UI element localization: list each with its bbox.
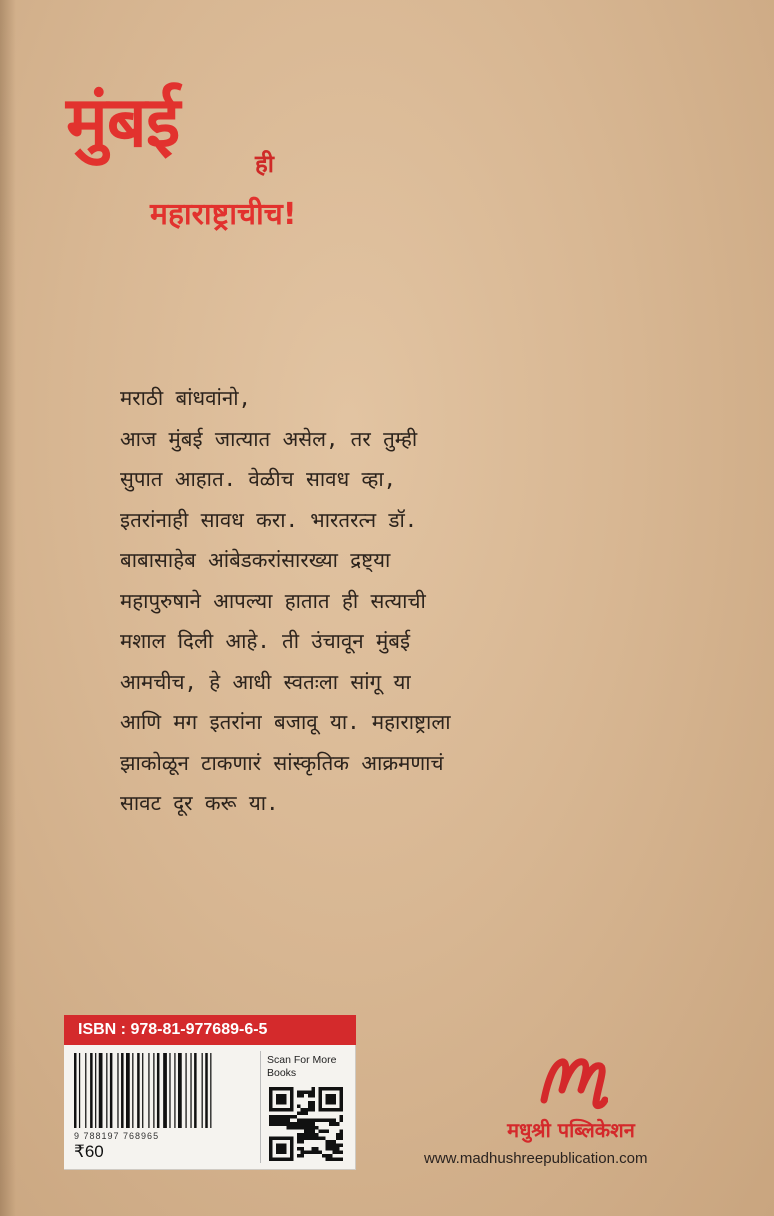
qr-module <box>304 1122 308 1126</box>
qr-module <box>332 1140 336 1144</box>
qr-module <box>273 1115 277 1119</box>
qr-module <box>280 1150 284 1154</box>
qr-module <box>318 1108 322 1112</box>
blurb-line: सावट दूर करू या. <box>120 791 279 815</box>
qr-module <box>308 1091 312 1095</box>
qr-module <box>276 1143 280 1147</box>
qr-module <box>283 1147 287 1151</box>
qr-module <box>290 1101 294 1105</box>
qr-module <box>269 1154 273 1158</box>
qr-module <box>280 1122 284 1126</box>
title-particle: ही <box>255 150 274 178</box>
qr-module <box>329 1143 333 1147</box>
qr-module <box>329 1098 333 1102</box>
qr-module <box>269 1101 273 1105</box>
qr-module <box>325 1094 329 1098</box>
barcode-sticker <box>64 1045 356 1170</box>
barcode-bar <box>137 1053 140 1128</box>
qr-module <box>329 1140 333 1144</box>
qr-module <box>336 1157 340 1161</box>
qr-module <box>290 1115 294 1119</box>
qr-module <box>280 1098 284 1102</box>
qr-module <box>311 1122 315 1126</box>
qr-module <box>339 1136 343 1140</box>
qr-module <box>311 1105 315 1109</box>
barcode-bar <box>99 1053 103 1128</box>
qr-module <box>301 1126 305 1130</box>
qr-module <box>329 1157 333 1161</box>
qr-module <box>329 1154 333 1158</box>
qr-module <box>297 1133 301 1137</box>
qr-module <box>301 1091 305 1095</box>
qr-module <box>280 1115 284 1119</box>
barcode-bar <box>174 1053 175 1128</box>
qr-module <box>276 1122 280 1126</box>
blurb-line: सुपात आहात. वेळीच सावध व्हा, <box>120 467 396 491</box>
qr-module <box>311 1119 315 1123</box>
qr-module <box>283 1157 287 1161</box>
barcode-bar <box>110 1053 113 1128</box>
qr-module <box>315 1119 319 1123</box>
qr-module <box>329 1147 333 1151</box>
qr-module <box>304 1136 308 1140</box>
qr-module <box>269 1143 273 1147</box>
qr-module <box>290 1098 294 1102</box>
qr-module <box>325 1147 329 1151</box>
qr-module <box>280 1136 284 1140</box>
qr-module <box>332 1098 336 1102</box>
qr-module <box>280 1101 284 1105</box>
qr-module <box>290 1122 294 1126</box>
qr-module <box>287 1157 291 1161</box>
barcode-bar <box>85 1053 86 1128</box>
barcode-bar <box>163 1053 167 1128</box>
qr-module <box>311 1126 315 1130</box>
qr-module <box>269 1094 273 1098</box>
qr-module <box>318 1150 322 1154</box>
qr-module <box>287 1087 291 1091</box>
qr-module <box>336 1136 340 1140</box>
scan-for-more-books-label: Scan For More Books <box>267 1054 337 1079</box>
book-spine-shadow <box>0 0 16 1216</box>
sticker-divider <box>260 1051 261 1163</box>
blurb-line: मराठी बांधवांनो, <box>120 386 251 410</box>
qr-module <box>332 1147 336 1151</box>
qr-module <box>332 1108 336 1112</box>
qr-module <box>283 1122 287 1126</box>
blurb-line: आमचीच, हे आधी स्वतःला सांगू या <box>120 669 411 694</box>
qr-module <box>290 1091 294 1095</box>
qr-module <box>301 1094 305 1098</box>
qr-module <box>269 1140 273 1144</box>
qr-module <box>276 1150 280 1154</box>
qr-module <box>301 1154 305 1158</box>
qr-module <box>339 1105 343 1109</box>
qr-module <box>308 1136 312 1140</box>
qr-code-icon <box>269 1087 343 1161</box>
qr-module <box>318 1098 322 1102</box>
title-main: मुंबई <box>66 81 180 163</box>
qr-module <box>332 1122 336 1126</box>
qr-module <box>290 1126 294 1130</box>
qr-module <box>301 1147 305 1151</box>
qr-module <box>290 1087 294 1091</box>
back-cover-blurb <box>120 378 600 824</box>
qr-module <box>311 1101 315 1105</box>
qr-module <box>311 1150 315 1154</box>
qr-module <box>301 1108 305 1112</box>
qr-module <box>273 1122 277 1126</box>
qr-module <box>308 1126 312 1130</box>
qr-module <box>318 1136 322 1140</box>
qr-module <box>325 1140 329 1144</box>
qr-module <box>269 1108 273 1112</box>
barcode-bar <box>142 1053 143 1128</box>
qr-module <box>283 1150 287 1154</box>
qr-module <box>332 1157 336 1161</box>
qr-module <box>318 1087 322 1091</box>
qr-module <box>269 1091 273 1095</box>
qr-module <box>325 1154 329 1158</box>
qr-module <box>280 1087 284 1091</box>
qr-module <box>276 1119 280 1123</box>
qr-module <box>283 1108 287 1112</box>
qr-module <box>283 1101 287 1105</box>
barcode-bar <box>178 1053 182 1128</box>
qr-module <box>315 1133 319 1137</box>
qr-module <box>304 1133 308 1137</box>
qr-module <box>315 1136 319 1140</box>
qr-module <box>297 1122 301 1126</box>
publisher-logo-icon <box>538 1050 608 1112</box>
qr-module <box>308 1129 312 1133</box>
title-subtitle: महाराष्ट्राचीच! <box>150 197 297 232</box>
qr-module <box>297 1094 301 1098</box>
qr-module <box>325 1087 329 1091</box>
qr-module <box>297 1112 301 1116</box>
qr-module <box>311 1136 315 1140</box>
barcode-bar <box>95 1053 96 1128</box>
qr-module <box>283 1115 287 1119</box>
qr-module <box>276 1101 280 1105</box>
qr-module <box>301 1122 305 1126</box>
qr-module <box>283 1136 287 1140</box>
qr-module <box>290 1105 294 1109</box>
qr-module <box>318 1094 322 1098</box>
qr-module <box>318 1091 322 1095</box>
qr-module <box>269 1147 273 1151</box>
qr-module <box>339 1108 343 1112</box>
qr-module <box>276 1147 280 1151</box>
blurb-line: बाबासाहेब आंबेडकरांसारख्या द्रष्ट्या <box>120 548 391 572</box>
qr-module <box>294 1115 298 1119</box>
qr-module <box>311 1091 315 1095</box>
qr-module <box>280 1147 284 1151</box>
qr-module <box>311 1094 315 1098</box>
qr-module <box>336 1143 340 1147</box>
qr-module <box>290 1147 294 1151</box>
qr-module <box>280 1119 284 1123</box>
qr-module <box>269 1122 273 1126</box>
qr-module <box>336 1133 340 1137</box>
qr-module <box>290 1157 294 1161</box>
barcode-bar <box>90 1053 93 1128</box>
qr-module <box>290 1094 294 1098</box>
qr-module <box>269 1115 273 1119</box>
qr-module <box>269 1157 273 1161</box>
qr-module <box>339 1157 343 1161</box>
qr-module <box>297 1136 301 1140</box>
qr-module <box>322 1154 326 1158</box>
qr-module <box>273 1108 277 1112</box>
qr-module <box>339 1143 343 1147</box>
qr-module <box>329 1094 333 1098</box>
barcode-icon <box>72 1053 257 1128</box>
qr-module <box>329 1108 333 1112</box>
qr-module <box>280 1108 284 1112</box>
qr-module <box>339 1098 343 1102</box>
qr-module <box>273 1136 277 1140</box>
qr-module <box>315 1150 319 1154</box>
qr-module <box>322 1119 326 1123</box>
qr-module <box>322 1136 326 1140</box>
qr-module <box>336 1122 340 1126</box>
qr-module <box>325 1129 329 1133</box>
qr-module <box>336 1147 340 1151</box>
qr-module <box>273 1119 277 1123</box>
qr-module <box>308 1122 312 1126</box>
qr-module <box>332 1119 336 1123</box>
qr-module <box>304 1150 308 1154</box>
barcode-bar <box>132 1053 133 1128</box>
barcode-bar <box>148 1053 149 1128</box>
qr-module <box>287 1126 291 1130</box>
barcode-bar <box>210 1053 211 1128</box>
qr-module <box>325 1143 329 1147</box>
qr-module <box>336 1108 340 1112</box>
qr-module <box>269 1150 273 1154</box>
qr-module <box>276 1108 280 1112</box>
qr-module <box>276 1098 280 1102</box>
qr-module <box>308 1094 312 1098</box>
qr-module <box>304 1126 308 1130</box>
qr-module <box>322 1087 326 1091</box>
barcode-bar <box>190 1053 191 1128</box>
qr-module <box>276 1094 280 1098</box>
qr-module <box>339 1091 343 1095</box>
blurb-line: मशाल दिली आहे. ती उंचावून मुंबई <box>120 629 411 653</box>
qr-module <box>276 1136 280 1140</box>
qr-module <box>311 1108 315 1112</box>
qr-module <box>318 1119 322 1123</box>
barcode-bar <box>185 1053 186 1128</box>
qr-module <box>339 1101 343 1105</box>
qr-module <box>287 1119 291 1123</box>
qr-module <box>339 1129 343 1133</box>
qr-module <box>283 1098 287 1102</box>
qr-module <box>297 1119 301 1123</box>
qr-module <box>329 1087 333 1091</box>
barcode-bar <box>169 1053 170 1128</box>
barcode-bar <box>202 1053 203 1128</box>
qr-module <box>297 1126 301 1130</box>
qr-module <box>304 1112 308 1116</box>
qr-module <box>297 1140 301 1144</box>
qr-module <box>339 1150 343 1154</box>
qr-module <box>297 1147 301 1151</box>
qr-module <box>308 1105 312 1109</box>
qr-module <box>301 1136 305 1140</box>
qr-module <box>332 1094 336 1098</box>
qr-module <box>269 1105 273 1109</box>
blurb-line: झाकोळून टाकणारं सांस्कृतिक आक्रमणाचं <box>120 750 444 775</box>
qr-module <box>332 1143 336 1147</box>
qr-module <box>301 1119 305 1123</box>
blurb-line: महापुरुषाने आपल्या हातात ही सत्याची <box>120 588 426 613</box>
qr-module <box>329 1101 333 1105</box>
qr-module <box>273 1157 277 1161</box>
price-label: ₹60 <box>74 1142 104 1161</box>
qr-module <box>332 1087 336 1091</box>
qr-module <box>322 1108 326 1112</box>
qr-module <box>269 1119 273 1123</box>
qr-module <box>290 1136 294 1140</box>
qr-module <box>318 1105 322 1109</box>
qr-module <box>336 1150 340 1154</box>
qr-module <box>273 1087 277 1091</box>
qr-module <box>304 1119 308 1123</box>
qr-module <box>276 1115 280 1119</box>
qr-module <box>339 1087 343 1091</box>
publisher-name: मधुश्री पब्लिकेशन <box>507 1118 635 1142</box>
qr-module <box>301 1150 305 1154</box>
qr-module <box>339 1119 343 1123</box>
qr-module <box>322 1129 326 1133</box>
qr-module <box>269 1098 273 1102</box>
isbn-label: ISBN : 978-81-977689-6-5 <box>64 1015 356 1045</box>
qr-module <box>329 1122 333 1126</box>
qr-module <box>315 1147 319 1151</box>
qr-module <box>318 1101 322 1105</box>
blurb-line: आणि मग इतरांना बजावू या. महाराष्ट्राला <box>120 710 451 734</box>
blurb-line: इतरांनाही सावध करा. भारतरत्न डॉ. <box>120 507 418 532</box>
qr-module <box>332 1101 336 1105</box>
barcode-digits: 9 788197 768965 <box>74 1131 160 1141</box>
qr-module <box>297 1154 301 1158</box>
qr-module <box>308 1119 312 1123</box>
qr-module <box>311 1129 315 1133</box>
qr-module <box>287 1136 291 1140</box>
qr-module <box>304 1091 308 1095</box>
qr-module <box>269 1087 273 1091</box>
barcode-bar <box>153 1053 154 1128</box>
qr-module <box>287 1122 291 1126</box>
qr-module <box>311 1087 315 1091</box>
qr-module <box>332 1150 336 1154</box>
qr-module <box>290 1143 294 1147</box>
qr-module <box>283 1143 287 1147</box>
qr-module <box>276 1157 280 1161</box>
qr-module <box>294 1122 298 1126</box>
barcode-bar <box>157 1053 160 1128</box>
qr-module <box>304 1108 308 1112</box>
blurb-line: आज मुंबई जात्यात असेल, तर तुम्ही <box>120 426 418 451</box>
qr-module <box>308 1108 312 1112</box>
publisher-website-link[interactable]: www.madhushreepublication.com <box>424 1150 648 1167</box>
qr-module <box>290 1108 294 1112</box>
qr-module <box>297 1091 301 1095</box>
qr-module <box>290 1150 294 1154</box>
qr-module <box>283 1087 287 1091</box>
qr-module <box>301 1112 305 1116</box>
qr-module <box>325 1108 329 1112</box>
qr-module <box>297 1105 301 1109</box>
qr-module <box>301 1140 305 1144</box>
qr-module <box>276 1087 280 1091</box>
qr-module <box>287 1115 291 1119</box>
qr-module <box>329 1119 333 1123</box>
qr-module <box>311 1133 315 1137</box>
barcode-bar <box>106 1053 107 1128</box>
barcode-bar <box>79 1053 80 1128</box>
barcode-bar <box>117 1053 118 1128</box>
qr-module <box>283 1119 287 1123</box>
qr-module <box>280 1157 284 1161</box>
qr-module <box>308 1101 312 1105</box>
barcode-bar <box>121 1053 124 1128</box>
qr-module <box>339 1133 343 1137</box>
qr-module <box>280 1143 284 1147</box>
qr-module <box>301 1133 305 1137</box>
qr-module <box>287 1108 291 1112</box>
qr-module <box>325 1101 329 1105</box>
barcode-bar <box>74 1053 77 1128</box>
qr-module <box>336 1087 340 1091</box>
qr-module <box>280 1094 284 1098</box>
qr-module <box>325 1157 329 1161</box>
qr-module <box>283 1094 287 1098</box>
barcode-bar <box>205 1053 208 1128</box>
qr-module <box>325 1098 329 1102</box>
qr-module <box>269 1136 273 1140</box>
qr-module <box>308 1133 312 1137</box>
qr-module <box>315 1126 319 1130</box>
barcode-bar <box>194 1053 197 1128</box>
qr-module <box>290 1154 294 1158</box>
qr-module <box>308 1150 312 1154</box>
qr-module <box>339 1115 343 1119</box>
qr-module <box>290 1140 294 1144</box>
qr-module <box>318 1129 322 1133</box>
qr-module <box>325 1119 329 1123</box>
qr-module <box>304 1129 308 1133</box>
qr-module <box>294 1126 298 1130</box>
barcode-bar <box>126 1053 130 1128</box>
qr-module <box>311 1147 315 1151</box>
qr-module <box>339 1094 343 1098</box>
